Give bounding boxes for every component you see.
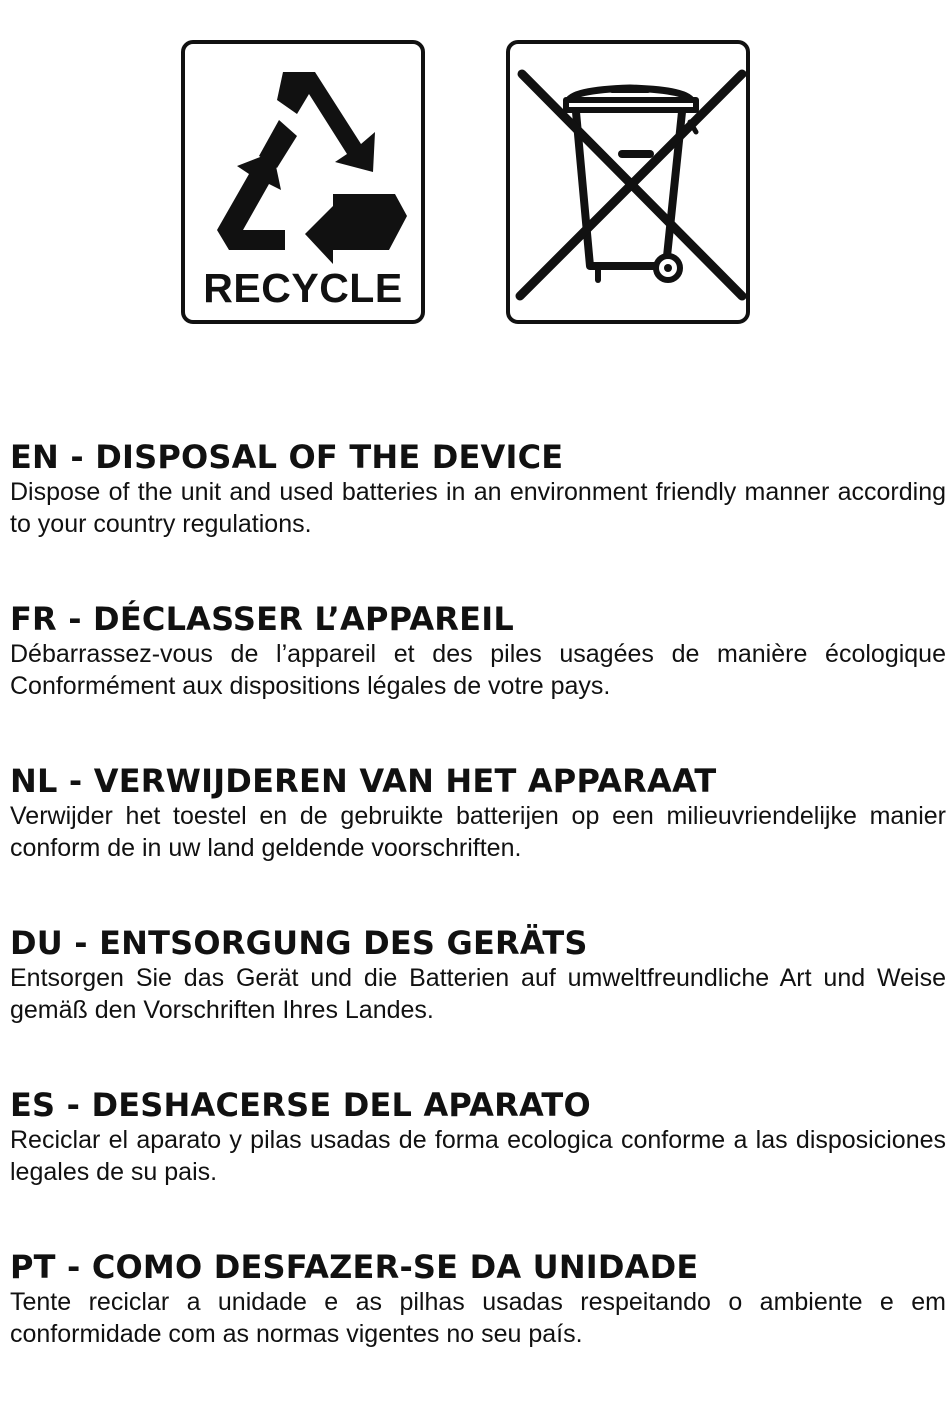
section-pt [10, 1248, 946, 1410]
section-fr [10, 600, 946, 762]
disposal-symbols [181, 40, 755, 330]
section-heading: NL - VERWIJDEREN VAN HET APPARAAT [10, 762, 717, 800]
crossed-out-wheelie-bin-icon [510, 44, 746, 320]
section-heading: ES - DESHACERSE DEL APARATO [10, 1086, 591, 1124]
section-heading: EN - DISPOSAL OF THE DEVICE [10, 438, 564, 476]
section-heading: FR - DÉCLASSER L’APPAREIL [10, 600, 514, 638]
section-du [10, 924, 946, 1086]
section-heading: PT - COMO DESFAZER-SE DA UNIDADE [10, 1248, 699, 1286]
section-body: Dispose of the unit and used batteries in an environment friendly manner according to your country regulations. [10, 478, 946, 538]
section-body: Reciclar el aparato y pilas usadas de forma ecologica conforme a las disposiciones legales de su pais. [10, 1126, 946, 1186]
recycle-symbol-box [181, 40, 425, 324]
section-heading: DU - ENTSORGUNG DES GERÄTS [10, 924, 588, 962]
section-body: Tente reciclar a unidade e as pilhas usadas respeitando o ambiente e em conformidade com as normas vigentes no seu país. [10, 1288, 946, 1348]
section-body: Débarrassez-vous de l’appareil et des piles usagées de manière écologique Conformément aux dispositions légales de votre pays. [10, 640, 946, 700]
recycle-label: RECYCLE [203, 265, 403, 311]
section-nl [10, 762, 946, 924]
disposal-instructions [10, 438, 946, 1410]
weee-symbol-box [506, 40, 750, 324]
section-body: Entsorgen Sie das Gerät und die Batterien auf umweltfreundliche Art und Weise gemäß den Vorschriften Ihres Landes. [10, 964, 946, 1024]
section-body: Verwijder het toestel en de gebruikte batterijen op een milieuvriendelijke manier conform de in uw land geldende voorschriften. [10, 802, 946, 862]
section-en [10, 438, 946, 600]
section-es [10, 1086, 946, 1248]
